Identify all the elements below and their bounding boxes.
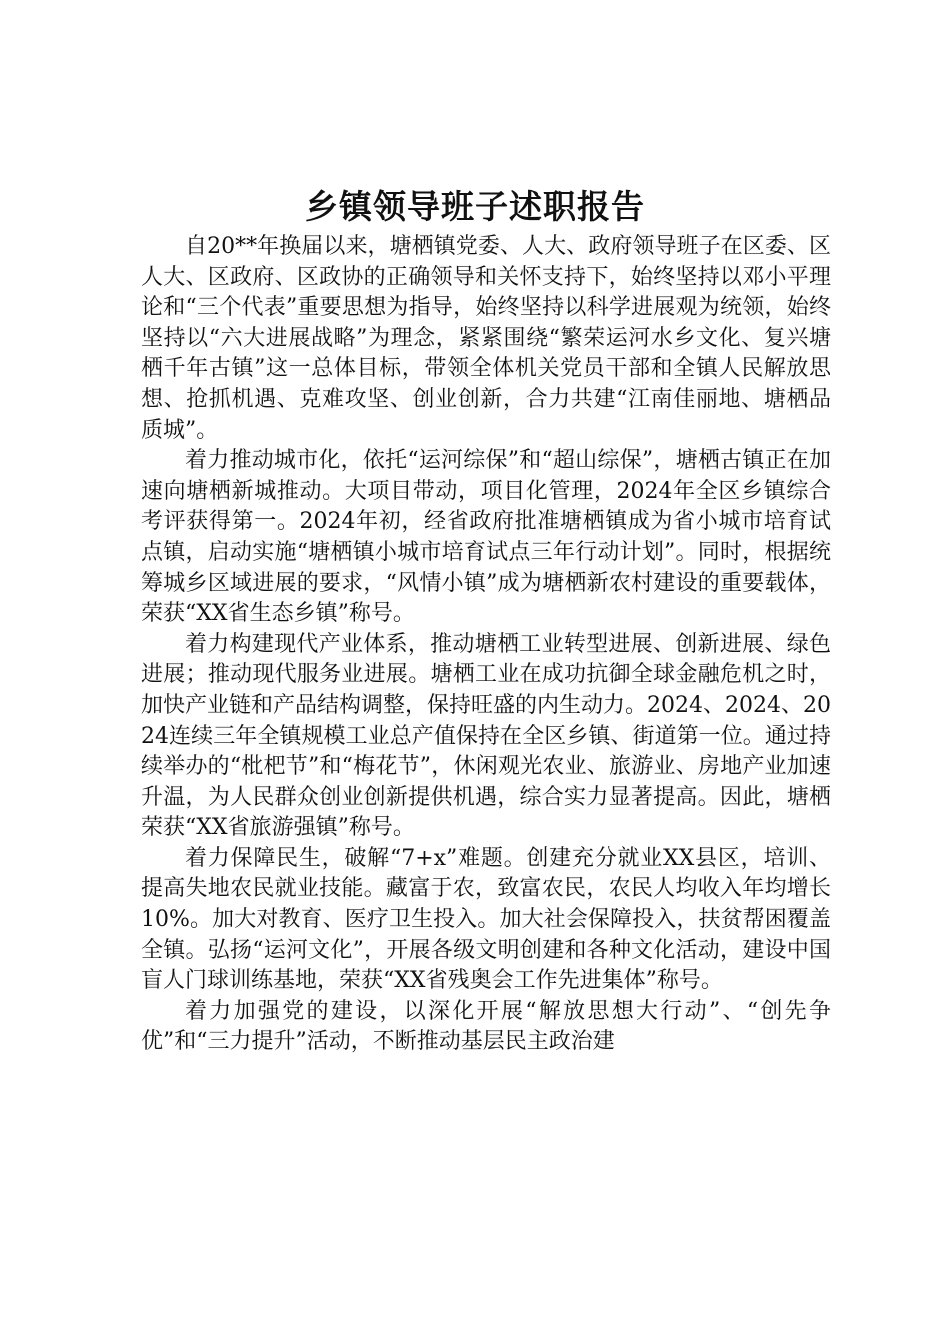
paragraph-2: 着力推动城市化，依托“运河综保”和“超山综保”，塘栖古镇正在加速向塘栖新城推动。大项目带动，项目化管理，2024年全区乡镇综合考评获得第一。2024年初，经省政府批准塘栖镇成为省小城市培育试点镇，启动实施“塘栖镇小城市培育试点三年行动计划”。同时，根据统筹城乡区域进展的要求，“风情小镇”成为塘栖新农村建设的重要载体，荣获“XX省生态乡镇”称号。 [141,448,831,627]
document-title: 乡镇领导班子述职报告 [305,187,645,226]
paragraph-5: 着力加强党的建设，以深化开展“解放思想大行动”、“创先争优”和“三力提升”活动，不断推动基层民主政治建 [141,998,831,1055]
paragraph-3: 着力构建现代产业体系，推动塘栖工业转型进展、创新进展、绿色进展；推动现代服务业进展。塘栖工业在成功抗御全球金融危机之时，加快产业链和产品结构调整，保持旺盛的内生动力。2024、2024、2024连续三年全镇规模工业总产值保持在全区乡镇、街道第一位。通过持续举办的“枇杷节”和“梅花节”，休闲观光农业、旅游业、房地产业加速升温，为人民群众创业创新提供机遇，综合实力显著提高。因此，塘栖荣获“XX省旅游强镇”称号。 [141,631,831,841]
paragraph-4: 着力保障民生，破解“7+x”难题。创建充分就业XX县区，培训、提高失地农民就业技能。藏富于农，致富农民，农民人均收入年均增长10%。加大对教育、医疗卫生投入。加大社会保障投入，扶贫帮困覆盖全镇。弘扬“运河文化”，开展各级文明创建和各种文化活动，建设中国盲人门球训练基地，荣获“XX省残奥会工作先进集体”称号。 [141,845,831,994]
paragraph-1: 自20**年换届以来，塘栖镇党委、人大、政府领导班子在区委、区人大、区政府、区政协的正确领导和关怀支持下，始终坚持以邓小平理论和“三个代表”重要思想为指导，始终坚持以科学进展观为统领，始终坚持以“六大进展战略”为理念，紧紧围绕“繁荣运河水乡文化、复兴塘栖千年古镇”这一总体目标，带领全体机关党员干部和全镇人民解放思想、抢抓机遇、克难攻坚、创业创新，合力共建“江南佳丽地、塘栖品质城”。 [141,234,831,443]
document-body [141,232,831,1058]
